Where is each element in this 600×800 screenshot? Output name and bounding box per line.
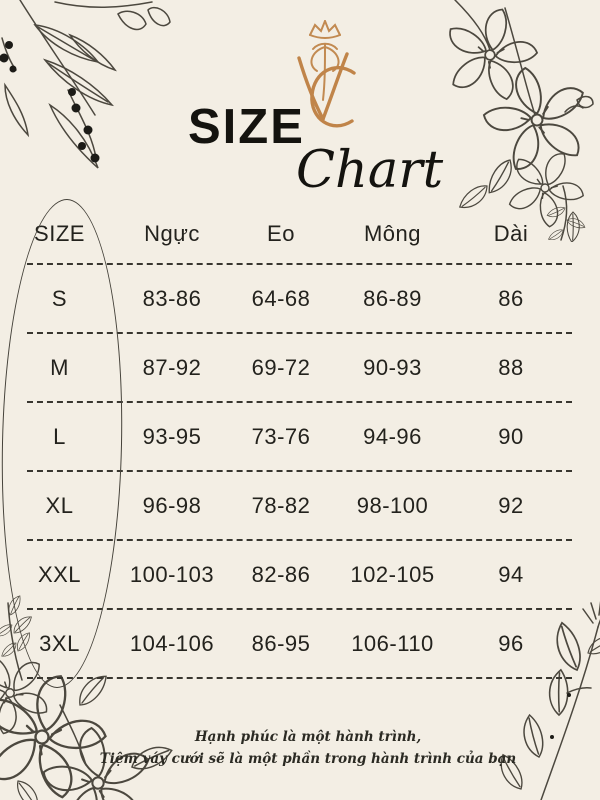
hip-value: 102-105 xyxy=(350,561,435,587)
bust-value: 93-95 xyxy=(142,423,202,449)
hip-value: 86-89 xyxy=(363,285,422,311)
length-value: 92 xyxy=(498,492,524,518)
bust-value: 83-86 xyxy=(142,285,202,311)
hip-value: 98-100 xyxy=(356,492,429,518)
waist-value: 69-72 xyxy=(251,354,311,380)
bust-value: 104-106 xyxy=(129,630,215,656)
length-value: 96 xyxy=(498,630,524,656)
column-header-length: Dài xyxy=(493,221,529,246)
table-header-row xyxy=(27,205,572,265)
length-value: 88 xyxy=(498,354,524,380)
bust-value: 96-98 xyxy=(142,492,202,518)
hip-value: 94-96 xyxy=(363,423,422,449)
waist-value: 86-95 xyxy=(251,630,311,656)
hip-value: 90-93 xyxy=(363,354,422,380)
size-label: 3XL xyxy=(39,630,80,656)
footer-quote xyxy=(0,726,600,770)
bust-value: 87-92 xyxy=(142,354,202,380)
footer-quote-line1: Hạnh phúc là một hành trình, xyxy=(194,729,422,745)
size-label: XXL xyxy=(37,561,82,587)
column-header-size: SIZE xyxy=(34,221,85,246)
waist-value: 82-86 xyxy=(251,561,311,587)
size-label: L xyxy=(53,423,66,449)
length-value: 94 xyxy=(498,561,524,587)
column-header-hip: Mông xyxy=(363,221,422,246)
column-header-bust: Ngực xyxy=(144,221,200,246)
length-value: 90 xyxy=(498,423,524,449)
size-label: XL xyxy=(45,492,74,518)
waist-value: 73-76 xyxy=(251,423,311,449)
page-title: SIZE xyxy=(188,100,305,154)
waist-value: 64-68 xyxy=(251,285,311,311)
size-label: M xyxy=(50,354,69,380)
table-row-3xl xyxy=(27,610,572,679)
top-left-botanical-decoration xyxy=(0,0,185,185)
waist-value: 78-82 xyxy=(251,492,311,518)
bust-value: 100-103 xyxy=(129,561,215,587)
size-label: S xyxy=(51,285,68,311)
hip-value: 106-110 xyxy=(351,630,434,656)
page-subtitle: Chart xyxy=(296,141,444,200)
footer-quote-line2: Tiệm váy cưới sẽ là một phần trong hành trình của bạn xyxy=(99,751,517,767)
column-header-waist: Eo xyxy=(267,221,295,246)
length-value: 86 xyxy=(498,285,524,311)
